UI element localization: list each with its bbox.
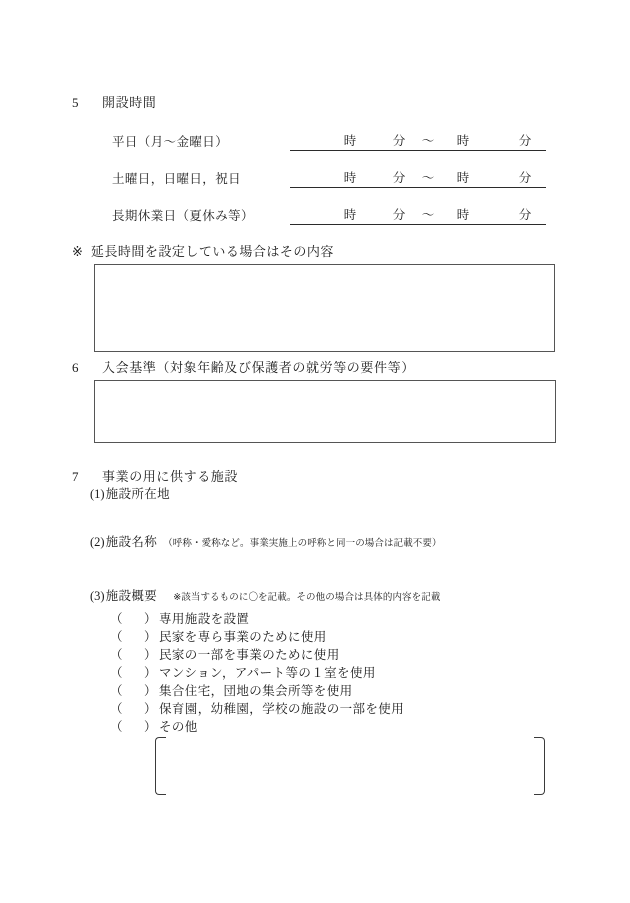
range-tilde-weekend: ～	[421, 170, 435, 185]
facility-type-option-5[interactable]	[110, 681, 404, 699]
open-hours-label-longbreak: 長期休業日（夏休み等）	[112, 208, 254, 223]
section-6-title: 入会基準（対象年齢及び保護者の就労等の要件等）	[102, 361, 415, 376]
section-7-heading	[72, 466, 238, 485]
minute-unit-end-longbreak: 分	[518, 207, 532, 222]
option-paren-close-6: ）	[144, 701, 157, 716]
section-5-title: 開設時間	[102, 96, 157, 111]
facility-overview-label: 施設概要	[105, 588, 158, 603]
option-paren-open-1: （	[110, 611, 123, 626]
facility-overview-item	[90, 586, 440, 604]
option-paren-open-3: （	[110, 647, 123, 662]
range-tilde-weekday: ～	[421, 133, 435, 148]
note-asterisk-icon: ※	[72, 245, 83, 260]
section-5-number: 5	[72, 95, 79, 110]
option-paren-open-6: （	[110, 701, 123, 716]
extension-hours-note-text: 延長時間を設定している場合はその内容	[90, 245, 334, 260]
range-tilde-longbreak: ～	[421, 207, 435, 222]
minute-unit-start-longbreak: 分	[392, 207, 406, 222]
open-hours-row-weekday	[112, 131, 546, 151]
open-hours-fields-weekday[interactable]	[290, 132, 546, 151]
facility-name-annotation: （呼称・愛称など。事業実施上の呼称と同一の場合は記載不要）	[163, 537, 442, 549]
option-paren-close-5: ）	[144, 683, 157, 698]
facility-type-option-list	[110, 609, 404, 735]
open-hours-label-weekday: 平日（月～金曜日）	[112, 134, 229, 149]
option-paren-close-7: ）	[144, 719, 157, 734]
minute-unit-start-weekday: 分	[392, 133, 406, 148]
minute-unit-end-weekday: 分	[518, 133, 532, 148]
right-bracket-icon	[534, 737, 545, 795]
facility-name-label: 施設名称	[105, 534, 158, 549]
option-paren-close-4: ）	[144, 665, 157, 680]
hour-unit-end-weekday: 時	[456, 133, 470, 148]
open-hours-row-weekend	[112, 168, 546, 188]
facility-type-label-6: 保育園，幼稚園，学校の施設の一部を使用	[159, 701, 405, 716]
hour-unit-start-weekday: 時	[343, 133, 357, 148]
facility-type-option-6[interactable]	[110, 699, 404, 717]
facility-type-label-7: その他	[159, 719, 198, 734]
facility-name-number: (2)	[90, 535, 105, 549]
section-7-number: 7	[72, 469, 79, 484]
facility-address-label: 施設所在地	[105, 486, 171, 501]
hour-unit-start-longbreak: 時	[343, 207, 357, 222]
option-paren-open-5: （	[110, 683, 123, 698]
extension-hours-note	[72, 241, 334, 260]
option-paren-open-7: （	[110, 719, 123, 734]
facility-type-label-3: 民家の一部を事業のために使用	[159, 647, 340, 662]
open-hours-label-weekend: 土曜日，日曜日，祝日	[112, 171, 242, 186]
facility-type-option-4[interactable]	[110, 663, 404, 681]
other-detail-input[interactable]	[173, 741, 527, 791]
extension-hours-textarea[interactable]	[94, 264, 555, 352]
facility-type-label-2: 民家を専ら事業のために使用	[159, 629, 327, 644]
option-paren-close-2: ）	[144, 629, 157, 644]
hour-unit-end-weekend: 時	[456, 170, 470, 185]
facility-type-option-2[interactable]	[110, 627, 404, 645]
left-bracket-icon	[155, 737, 166, 795]
facility-type-option-1[interactable]	[110, 609, 404, 627]
option-paren-open-2: （	[110, 629, 123, 644]
facility-address-item	[90, 484, 170, 502]
admission-criteria-textarea[interactable]	[94, 380, 556, 443]
facility-type-option-7[interactable]	[110, 717, 404, 735]
section-5-heading	[72, 92, 156, 111]
facility-overview-number: (3)	[90, 589, 105, 603]
minute-unit-start-weekend: 分	[392, 170, 406, 185]
option-paren-close-3: ）	[144, 647, 157, 662]
section-6-heading	[72, 357, 415, 376]
facility-type-option-3[interactable]	[110, 645, 404, 663]
section-7-title: 事業の用に供する施設	[102, 470, 239, 485]
facility-type-label-5: 集合住宅，団地の集会所等を使用	[159, 683, 353, 698]
open-hours-row-longbreak	[112, 205, 546, 225]
option-paren-open-4: （	[110, 665, 123, 680]
open-hours-fields-longbreak[interactable]	[290, 206, 546, 225]
facility-name-item	[90, 532, 442, 550]
other-detail-bracket-field[interactable]	[155, 737, 545, 795]
facility-type-label-1: 専用施設を設置	[159, 611, 250, 626]
option-paren-close-1: ）	[144, 611, 157, 626]
section-6-number: 6	[72, 360, 79, 375]
hour-unit-end-longbreak: 時	[456, 207, 470, 222]
facility-address-input[interactable]	[110, 502, 540, 526]
facility-overview-annotation: ※該当するものに〇を記載。その他の場合は具体的内容を記載	[173, 591, 441, 603]
minute-unit-end-weekend: 分	[518, 170, 532, 185]
facility-name-input[interactable]	[110, 550, 540, 574]
facility-address-number: (1)	[90, 487, 105, 501]
facility-type-label-4: マンション，アパート等の１室を使用	[159, 665, 376, 680]
open-hours-fields-weekend[interactable]	[290, 169, 546, 188]
hour-unit-start-weekend: 時	[343, 170, 357, 185]
